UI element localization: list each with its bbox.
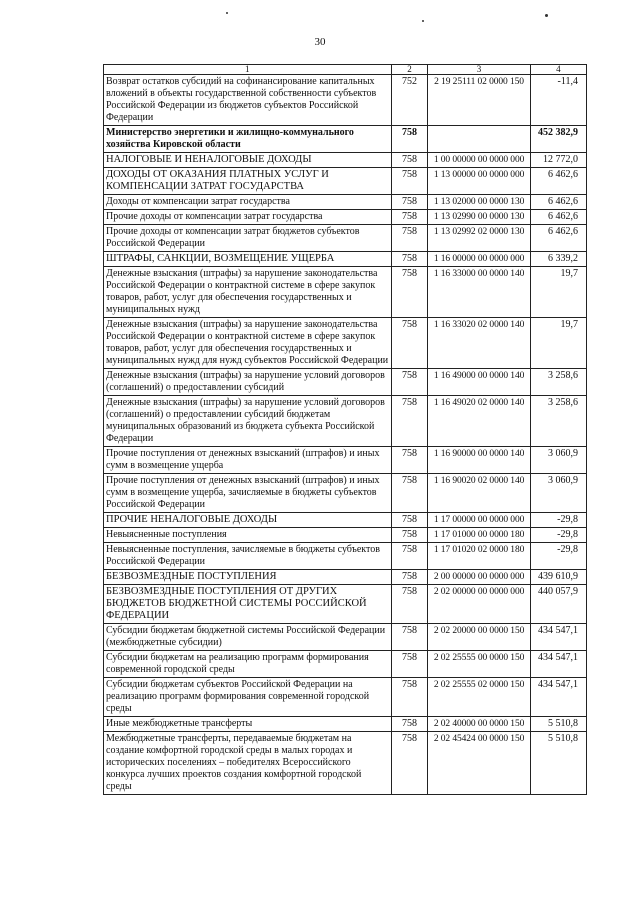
page-number: 30 <box>314 36 326 48</box>
column-header-name: 1 <box>104 65 392 75</box>
row-admin-code-cell: 758 <box>391 474 428 513</box>
row-name-cell: Субсидии бюджетам на реализацию программ формирования современной городской среды <box>104 651 392 678</box>
table-row <box>104 195 587 210</box>
column-header-code: 3 <box>428 65 530 75</box>
table-row <box>104 126 587 153</box>
table-row <box>104 252 587 267</box>
row-budget-code-cell: 2 02 00000 00 0000 000 <box>428 585 530 624</box>
row-value-cell: 19,7 <box>530 267 586 318</box>
row-admin-code-cell: 758 <box>391 447 428 474</box>
table-row <box>104 474 587 513</box>
row-value-cell: 439 610,9 <box>530 570 586 585</box>
row-value-cell: 6 462,6 <box>530 210 586 225</box>
row-budget-code-cell: 1 16 33000 00 0000 140 <box>428 267 530 318</box>
row-value-cell: 6 462,6 <box>530 225 586 252</box>
row-value-cell: 5 510,8 <box>530 717 586 732</box>
table-row <box>104 585 587 624</box>
row-budget-code-cell: 2 02 20000 00 0000 150 <box>428 624 530 651</box>
table-row <box>104 651 587 678</box>
row-budget-code-cell: 1 00 00000 00 0000 000 <box>428 153 530 168</box>
row-value-cell: 19,7 <box>530 318 586 369</box>
row-name-cell: Денежные взыскания (штрафы) за нарушение законодательства Российской Федерации о контрактной системе в сфере закупок товаров, работ, услуг для обеспечения государственных и муниципальных нужд для нужд субъектов Российской Федерации <box>104 318 392 369</box>
row-name-cell: Субсидии бюджетам бюджетной системы Российской Федерации (межбюджетные субсидии) <box>104 624 392 651</box>
row-name-cell: Прочие доходы от компенсации затрат бюджетов субъектов Российской Федерации <box>104 225 392 252</box>
row-admin-code-cell: 758 <box>391 225 428 252</box>
row-name-cell: Доходы от компенсации затрат государства <box>104 195 392 210</box>
scan-speck <box>422 20 424 22</box>
row-value-cell: -29,8 <box>530 543 586 570</box>
row-name-cell: Невыясненные поступления, зачисляемые в бюджеты субъектов Российской Федерации <box>104 543 392 570</box>
row-admin-code-cell: 758 <box>391 396 428 447</box>
scan-speck <box>226 12 228 14</box>
row-admin-code-cell: 752 <box>391 75 428 126</box>
row-value-cell: 12 772,0 <box>530 153 586 168</box>
row-budget-code-cell: 1 16 90000 00 0000 140 <box>428 447 530 474</box>
table-row <box>104 678 587 717</box>
row-name-cell: Иные межбюджетные трансферты <box>104 717 392 732</box>
row-value-cell: 6 462,6 <box>530 195 586 210</box>
row-admin-code-cell: 758 <box>391 252 428 267</box>
row-budget-code-cell: 1 16 33020 02 0000 140 <box>428 318 530 369</box>
row-value-cell: 452 382,9 <box>530 126 586 153</box>
table-row <box>104 210 587 225</box>
row-admin-code-cell: 758 <box>391 168 428 195</box>
row-value-cell: 3 060,9 <box>530 474 586 513</box>
table-body <box>104 75 587 795</box>
table-row <box>104 153 587 168</box>
row-value-cell: 6 462,6 <box>530 168 586 195</box>
row-admin-code-cell: 758 <box>391 195 428 210</box>
row-name-cell: Денежные взыскания (штрафы) за нарушение условий договоров (соглашений) о предоставлении субсидий <box>104 369 392 396</box>
table-row <box>104 318 587 369</box>
row-budget-code-cell: 1 17 00000 00 0000 000 <box>428 513 530 528</box>
row-name-cell: Министерство энергетики и жилищно-коммунального хозяйства Кировской области <box>104 126 392 153</box>
row-name-cell: ПРОЧИЕ НЕНАЛОГОВЫЕ ДОХОДЫ <box>104 513 392 528</box>
row-budget-code-cell: 1 16 00000 00 0000 000 <box>428 252 530 267</box>
row-admin-code-cell: 758 <box>391 210 428 225</box>
row-budget-code-cell: 1 16 49000 00 0000 140 <box>428 369 530 396</box>
row-budget-code-cell: 1 13 02992 02 0000 130 <box>428 225 530 252</box>
row-admin-code-cell: 758 <box>391 624 428 651</box>
table-row <box>104 75 587 126</box>
revenue-table <box>103 64 587 795</box>
table-header-row <box>104 65 587 75</box>
row-budget-code-cell: 1 16 49020 02 0000 140 <box>428 396 530 447</box>
row-value-cell: 434 547,1 <box>530 624 586 651</box>
table-row <box>104 267 587 318</box>
table-row <box>104 513 587 528</box>
table-row <box>104 225 587 252</box>
row-name-cell: Невыясненные поступления <box>104 528 392 543</box>
row-name-cell: Прочие доходы от компенсации затрат государства <box>104 210 392 225</box>
column-header-admin: 2 <box>391 65 428 75</box>
row-value-cell: 6 339,2 <box>530 252 586 267</box>
row-name-cell: Прочие поступления от денежных взысканий (штрафов) и иных сумм в возмещение ущерба, зачисляемые в бюджеты субъектов Российской Федерации <box>104 474 392 513</box>
row-value-cell: 434 547,1 <box>530 651 586 678</box>
row-budget-code-cell: 2 02 25555 02 0000 150 <box>428 678 530 717</box>
row-value-cell: 3 258,6 <box>530 396 586 447</box>
column-header-value: 4 <box>530 65 586 75</box>
row-admin-code-cell: 758 <box>391 678 428 717</box>
row-name-cell: Возврат остатков субсидий на софинансирование капитальных вложений в объекты государственной собственности субъектов Российской Федерации из бюджетов субъектов Российской Федерации <box>104 75 392 126</box>
table-row <box>104 528 587 543</box>
row-budget-code-cell: 2 00 00000 00 0000 000 <box>428 570 530 585</box>
row-admin-code-cell: 758 <box>391 570 428 585</box>
row-admin-code-cell: 758 <box>391 153 428 168</box>
row-admin-code-cell: 758 <box>391 543 428 570</box>
row-budget-code-cell <box>428 126 530 153</box>
row-name-cell: Прочие поступления от денежных взысканий (штрафов) и иных сумм в возмещение ущерба <box>104 447 392 474</box>
table-row <box>104 447 587 474</box>
row-value-cell: 434 547,1 <box>530 678 586 717</box>
row-budget-code-cell: 1 16 90020 02 0000 140 <box>428 474 530 513</box>
row-value-cell: -29,8 <box>530 528 586 543</box>
table-row <box>104 717 587 732</box>
row-budget-code-cell: 2 19 25111 02 0000 150 <box>428 75 530 126</box>
row-budget-code-cell: 1 17 01000 00 0000 180 <box>428 528 530 543</box>
row-value-cell: 5 510,8 <box>530 732 586 795</box>
row-admin-code-cell: 758 <box>391 318 428 369</box>
row-budget-code-cell: 1 13 02990 00 0000 130 <box>428 210 530 225</box>
row-value-cell: -11,4 <box>530 75 586 126</box>
row-budget-code-cell: 2 02 25555 00 0000 150 <box>428 651 530 678</box>
row-value-cell: 3 258,6 <box>530 369 586 396</box>
row-name-cell: ШТРАФЫ, САНКЦИИ, ВОЗМЕЩЕНИЕ УЩЕРБА <box>104 252 392 267</box>
row-budget-code-cell: 1 13 00000 00 0000 000 <box>428 168 530 195</box>
row-name-cell: Субсидии бюджетам субъектов Российской Федерации на реализацию программ формирования современной городской среды <box>104 678 392 717</box>
row-name-cell: Денежные взыскания (штрафы) за нарушение условий договоров (соглашений) о предоставлении субсидий бюджетам муниципальных образований из бюджета субъекта Российской Федерации <box>104 396 392 447</box>
row-name-cell: БЕЗВОЗМЕЗДНЫЕ ПОСТУПЛЕНИЯ ОТ ДРУГИХ БЮДЖЕТОВ БЮДЖЕТНОЙ СИСТЕМЫ РОССИЙСКОЙ ФЕДЕРАЦИИ <box>104 585 392 624</box>
row-value-cell: 440 057,9 <box>530 585 586 624</box>
row-budget-code-cell: 1 17 01020 02 0000 180 <box>428 543 530 570</box>
row-admin-code-cell: 758 <box>391 267 428 318</box>
row-admin-code-cell: 758 <box>391 528 428 543</box>
table-row <box>104 732 587 795</box>
row-admin-code-cell: 758 <box>391 651 428 678</box>
table-row <box>104 396 587 447</box>
row-name-cell: НАЛОГОВЫЕ И НЕНАЛОГОВЫЕ ДОХОДЫ <box>104 153 392 168</box>
row-admin-code-cell: 758 <box>391 513 428 528</box>
row-name-cell: Межбюджетные трансферты, передаваемые бюджетам на создание комфортной городской среды в малых городах и исторических поселениях – победителях Всероссийского конкурса лучших проектов создания комфортной городской среды <box>104 732 392 795</box>
table-row <box>104 369 587 396</box>
row-name-cell: БЕЗВОЗМЕЗДНЫЕ ПОСТУПЛЕНИЯ <box>104 570 392 585</box>
row-value-cell: 3 060,9 <box>530 447 586 474</box>
table-row <box>104 543 587 570</box>
row-admin-code-cell: 758 <box>391 369 428 396</box>
table-row <box>104 624 587 651</box>
row-budget-code-cell: 2 02 40000 00 0000 150 <box>428 717 530 732</box>
row-budget-code-cell: 2 02 45424 00 0000 150 <box>428 732 530 795</box>
row-admin-code-cell: 758 <box>391 585 428 624</box>
scan-speck <box>545 14 548 17</box>
row-name-cell: ДОХОДЫ ОТ ОКАЗАНИЯ ПЛАТНЫХ УСЛУГ И КОМПЕНСАЦИИ ЗАТРАТ ГОСУДАРСТВА <box>104 168 392 195</box>
row-admin-code-cell: 758 <box>391 126 428 153</box>
row-admin-code-cell: 758 <box>391 732 428 795</box>
row-name-cell: Денежные взыскания (штрафы) за нарушение законодательства Российской Федерации о контрактной системе в сфере закупок товаров, работ, услуг для обеспечения государственных и муниципальных нужд <box>104 267 392 318</box>
row-value-cell: -29,8 <box>530 513 586 528</box>
table-row <box>104 570 587 585</box>
row-budget-code-cell: 1 13 02000 00 0000 130 <box>428 195 530 210</box>
table-row <box>104 168 587 195</box>
row-admin-code-cell: 758 <box>391 717 428 732</box>
